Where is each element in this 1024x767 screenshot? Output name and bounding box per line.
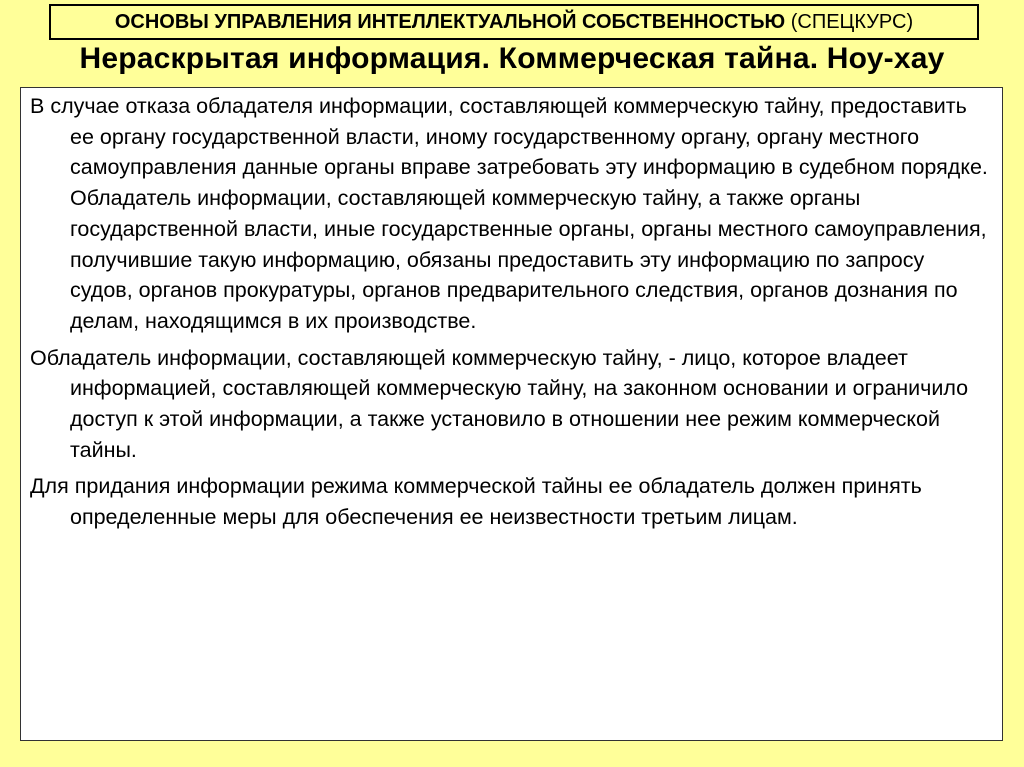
content-box xyxy=(20,87,1003,741)
paragraph-3: Для придания информации режима коммерческой тайны ее обладатель должен принять определенные меры для обеспечения ее неизвестности третьим лицам. xyxy=(30,474,922,530)
course-title-suffix: (СПЕЦКУРС) xyxy=(785,11,914,33)
paragraph-2: Обладатель информации, составляющей коммерческую тайну, - лицо, которое владеет информацией, составляющей коммерческую тайну, на законном основании и ограничило доступ к этой информации, а также установило в отношении нее режим коммерческой тайны. xyxy=(30,345,969,462)
paragraph-1: В случае отказа обладателя информации, составляющей коммерческую тайну, предоставить ее органу государственной власти, иному государственному органу, органу местного самоуправления данные органы вправе затребовать эту информацию в судебном порядке. Обладатель информации, составляющей коммерческую тайну, а также органы государственной власти, иные государственные органы, органы местного самоуправления, получившие такую информацию, обязаны предоставить эту информацию по запросу судов, органов прокуратуры, органов предварительного следствия, органов дознания по делам, находящимся в их производстве. xyxy=(30,94,988,333)
course-title: ОСНОВЫ УПРАВЛЕНИЯ ИНТЕЛЛЕКТУАЛЬНОЙ СОБСТВЕННОСТЬЮ xyxy=(114,11,786,33)
slide-title: Нераскрытая информация. Коммерческая тайна. Ноу-хау xyxy=(79,42,945,75)
course-title-banner xyxy=(49,4,979,40)
